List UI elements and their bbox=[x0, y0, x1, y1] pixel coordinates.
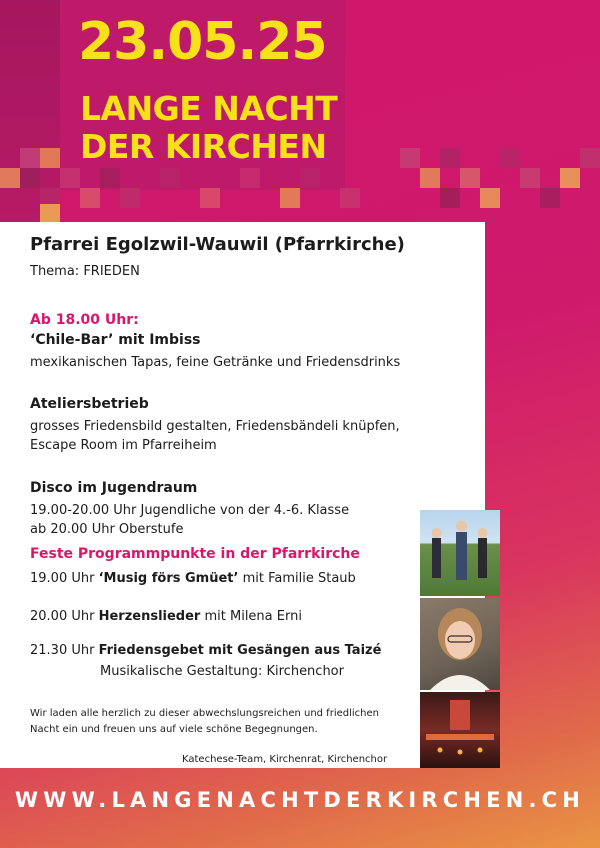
program-item-3-subtitle: Musikalische Gestaltung: Kirchenchor bbox=[100, 664, 344, 679]
disco-line-1: 19.00-20.00 Uhr Jugendliche von der 4.-6. Klasse bbox=[30, 503, 350, 518]
pixel bbox=[20, 148, 40, 168]
program-item-2-time: 20.00 Uhr bbox=[30, 609, 95, 624]
church-interior-photo bbox=[420, 692, 500, 768]
atelier-description-line-2: Escape Room im Pfarreiheim bbox=[30, 438, 217, 453]
event-title-line-2: DER KIRCHEN bbox=[80, 127, 327, 166]
pixel bbox=[200, 188, 220, 208]
family-musicians-photo bbox=[420, 510, 500, 596]
pixel bbox=[0, 168, 20, 188]
pixel bbox=[480, 188, 500, 208]
pixel bbox=[80, 188, 100, 208]
invitation-line-1: Wir laden alle herzlich zu dieser abwechslungsreichen und friedlichen bbox=[30, 708, 379, 719]
disco-line-2: ab 20.00 Uhr Oberstufe bbox=[30, 522, 184, 537]
signature: Katechese-Team, Kirchenrat, Kirchenchor bbox=[182, 754, 388, 765]
bar-title: ‘Chile-Bar’ mit Imbiss bbox=[30, 332, 201, 348]
program-item-1 bbox=[30, 571, 356, 586]
pixel bbox=[120, 188, 140, 208]
start-time: Ab 18.00 Uhr: bbox=[30, 312, 139, 328]
program-item-1-title: ‘Musig förs Gmüet’ bbox=[98, 571, 239, 586]
pixel bbox=[420, 168, 440, 188]
parish-name: Pfarrei Egolzwil-Wauwil (Pfarrkirche) bbox=[30, 234, 405, 255]
theme-label: Thema: FRIEDEN bbox=[30, 264, 140, 279]
event-date: 23.05.25 bbox=[78, 12, 327, 72]
pixel bbox=[40, 204, 60, 224]
singer-portrait-photo bbox=[420, 598, 500, 690]
atelier-title: Ateliersbetrieb bbox=[30, 396, 149, 412]
program-card bbox=[0, 222, 485, 768]
bar-description: mexikanischen Tapas, feine Getränke und Friedensdrinks bbox=[30, 355, 401, 370]
pixel bbox=[340, 188, 360, 208]
program-item-2 bbox=[30, 609, 302, 624]
pixel bbox=[500, 148, 520, 168]
event-title bbox=[80, 90, 337, 166]
program-item-3-title: Friedensgebet mit Gesängen aus Taizé bbox=[98, 643, 382, 658]
pixel bbox=[460, 168, 480, 188]
pixel bbox=[100, 168, 120, 188]
pixel bbox=[440, 148, 460, 168]
pixel bbox=[20, 168, 40, 188]
pixel bbox=[240, 168, 260, 188]
pixel bbox=[580, 148, 600, 168]
pixel bbox=[280, 188, 300, 208]
program-item-1-rest: mit Familie Staub bbox=[242, 571, 356, 586]
program-item-2-rest: mit Milena Erni bbox=[204, 609, 302, 624]
program-item-2-title: Herzenslieder bbox=[98, 609, 201, 624]
pixel bbox=[440, 188, 460, 208]
website-url[interactable]: WWW.LANGENACHTDERKIRCHEN.CH bbox=[14, 788, 586, 812]
pixel bbox=[40, 148, 60, 168]
program-heading: Feste Programmpunkte in der Pfarrkirche bbox=[30, 546, 360, 562]
atelier-description-line-1: grosses Friedensbild gestalten, Friedensbändeli knüpfen, bbox=[30, 419, 400, 434]
program-item-3 bbox=[30, 643, 381, 658]
pixel bbox=[400, 148, 420, 168]
disco-title: Disco im Jugendraum bbox=[30, 480, 198, 496]
pixel bbox=[160, 168, 180, 188]
pixel bbox=[540, 188, 560, 208]
invitation-line-2: Nacht ein und freuen uns auf viele schöne Begegnungen. bbox=[30, 724, 318, 735]
program-item-3-time: 21.30 Uhr bbox=[30, 643, 95, 658]
pixel bbox=[60, 168, 80, 188]
program-item-1-time: 19.00 Uhr bbox=[30, 571, 95, 586]
pixel bbox=[560, 168, 580, 188]
pixel bbox=[300, 168, 320, 188]
event-title-line-1: LANGE NACHT bbox=[80, 89, 338, 128]
pixel bbox=[520, 168, 540, 188]
